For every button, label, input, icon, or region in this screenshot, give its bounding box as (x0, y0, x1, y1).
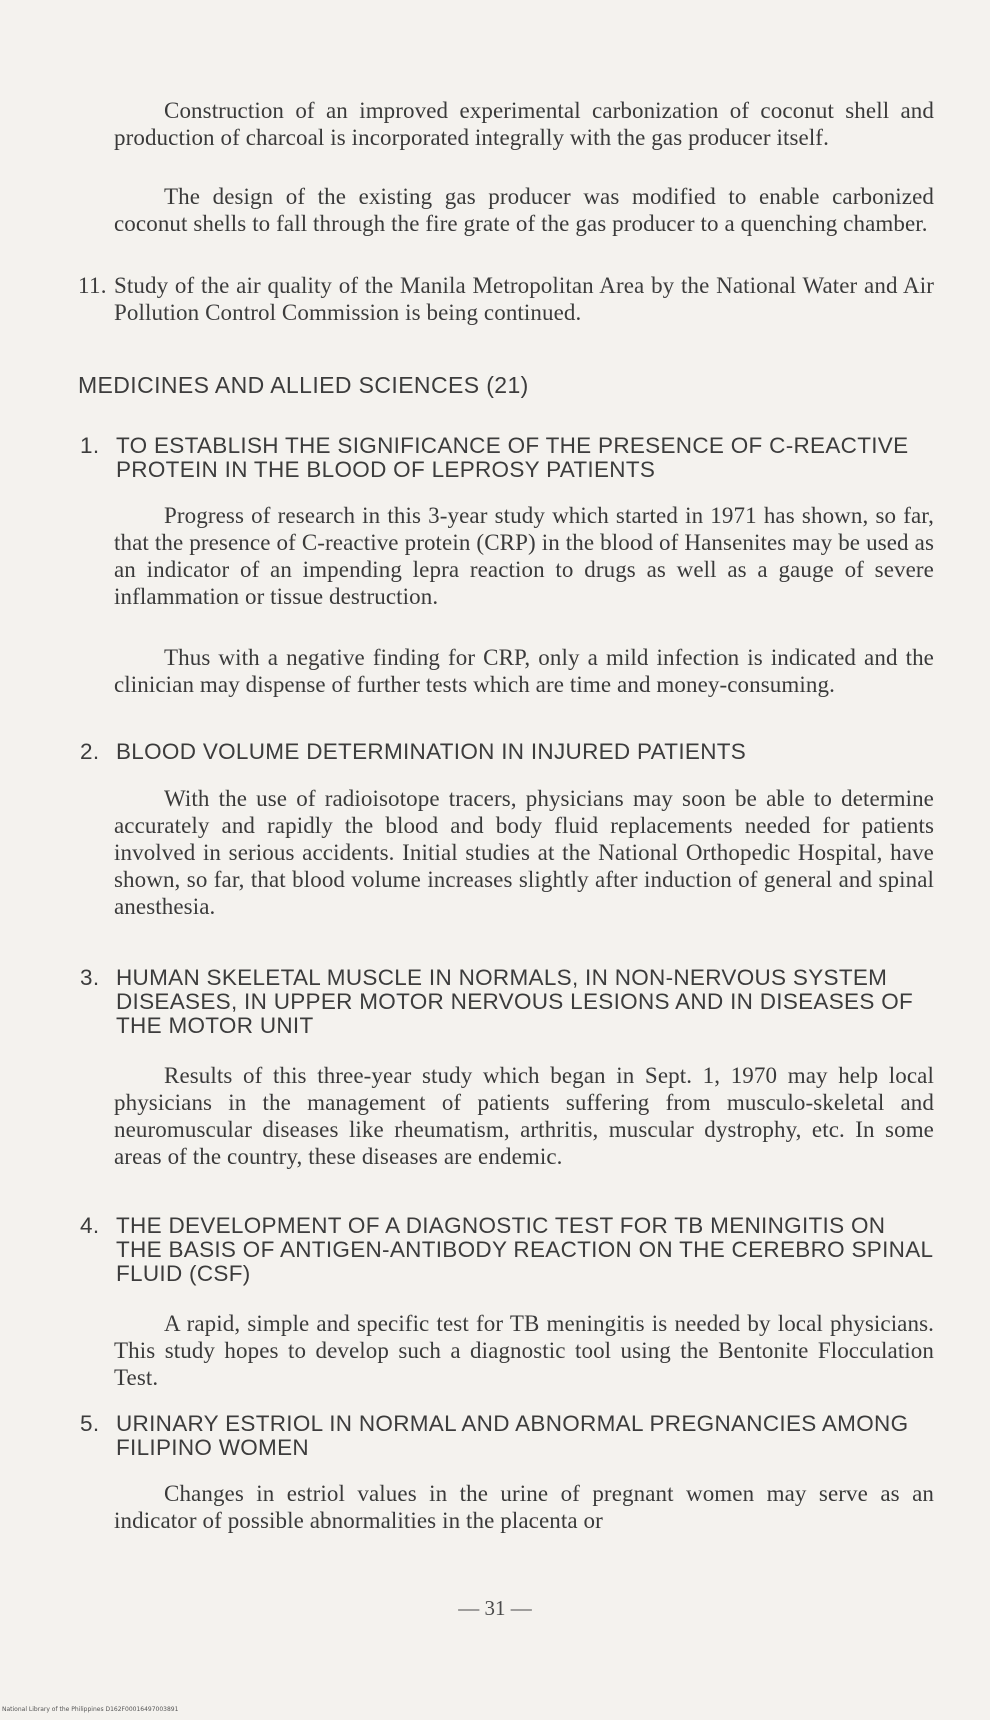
item-1-heading (80, 434, 936, 482)
item-1-title: TO ESTABLISH THE SIGNIFICANCE OF THE PRESENCE OF C-REACTIVE PROTEIN IN THE BLOOD OF LEPROSY PATIENTS (116, 433, 909, 482)
item-11-number: 11. (78, 273, 107, 298)
item-1-number: 1. (80, 433, 100, 458)
item-11 (78, 272, 934, 326)
item-2-paragraph-1: With the use of radioisotope tracers, physicians may soon be able to determine accurately and rapidly the blood and body fluid replacements needed for patients involved in serious accidents. Initial studies at the National Orthopedic Hospital, have shown, so far, that blood volume increases slightly after induction of general and spinal anesthesia. (114, 786, 934, 919)
item-2-number: 2. (80, 739, 100, 764)
item-3-paragraph-1: Results of this three-year study which began in Sept. 1, 1970 may help local physicians in the management of patients suffering from musculo-skeletal and neuromuscular diseases like rheumatism, arthritis, muscular dystrophy, etc. In some areas of the country, these diseases are endemic. (114, 1063, 934, 1169)
item-5-number: 5. (80, 1411, 100, 1436)
item-4-heading (80, 1214, 936, 1286)
item-1-paragraph-2: Thus with a negative finding for CRP, only a mild infection is indicated and the clinician may dispense of further tests which are time and money-consuming. (114, 645, 934, 697)
section-title: MEDICINES AND ALLIED SCIENCES (21) (78, 372, 529, 398)
item-5-heading (80, 1412, 936, 1460)
item-3-heading (80, 966, 936, 1038)
item-5-title: URINARY ESTRIOL IN NORMAL AND ABNORMAL PREGNANCIES AMONG FILIPINO WOMEN (116, 1411, 909, 1460)
item-2-heading (80, 740, 936, 764)
intro-paragraph-2: The design of the existing gas producer was modified to enable carbonized coconut shells to fall through the fire grate of the gas producer to a quenching chamber. (114, 184, 934, 236)
page-number: — 31 — (458, 1596, 532, 1620)
item-3-title: HUMAN SKELETAL MUSCLE IN NORMALS, IN NON-NERVOUS SYSTEM DISEASES, IN UPPER MOTOR NERVOUS LESIONS AND IN DISEASES OF THE MOTOR UNIT (116, 965, 914, 1038)
item-4-title: THE DEVELOPMENT OF A DIAGNOSTIC TEST FOR TB MENINGITIS ON THE BASIS OF ANTIGEN-ANTIBODY REACTION ON THE CEREBRO SPINAL FLUID (CSF) (116, 1213, 933, 1286)
item-4-paragraph-1: A rapid, simple and specific test for TB meningitis is needed by local physicians. This study hopes to develop such a diagnostic tool using the Bentonite Flocculation Test. (114, 1311, 934, 1390)
item-5-paragraph-1: Changes in estriol values in the urine of pregnant women may serve as an indicator of possible abnormalities in the placenta or (114, 1481, 934, 1533)
footer-note: National Library of the Philippines D162F00016497003891 (2, 1706, 179, 1713)
item-1-paragraph-1: Progress of research in this 3-year study which started in 1971 has shown, so far, that the presence of C-reactive protein (CRP) in the blood of Hansenites may be used as an indicator of an impending lepra reaction to drugs as well as a gauge of severe inflammation or tissue destruction. (114, 503, 934, 609)
item-11-text: Study of the air quality of the Manila Metropolitan Area by the National Water and Air Pollution Control Commission is being continued. (114, 273, 934, 325)
item-4-number: 4. (80, 1213, 100, 1238)
item-3-number: 3. (80, 965, 100, 990)
intro-paragraph-1: Construction of an improved experimental carbonization of coconut shell and production of charcoal is incorporated integrally with the gas producer itself. (114, 98, 934, 150)
item-2-title: BLOOD VOLUME DETERMINATION IN INJURED PATIENTS (116, 739, 747, 764)
